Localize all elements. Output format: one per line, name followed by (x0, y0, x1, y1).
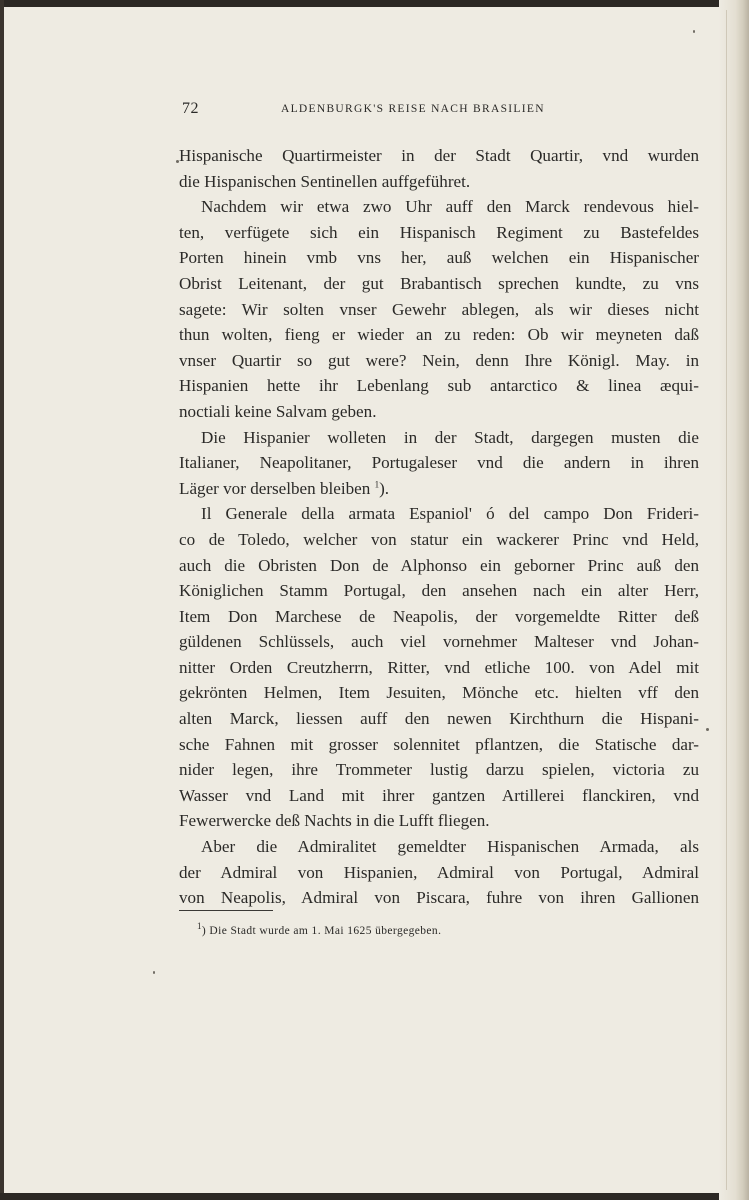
page-edge-line (726, 10, 727, 1190)
text-line: Porten hinein vmb vns her, auß welchen ein Hispanischer (179, 248, 699, 268)
text-line: sagete: Wir solten vnser Gewehr ablegen, als wir dieses nicht (179, 299, 699, 319)
footnote (197, 921, 442, 937)
text-line-with-footnote (179, 476, 699, 502)
footnote-text: Die Stadt wurde am 1. Mai 1625 übergegeben. (209, 925, 442, 937)
text-line: Hispanische Quartirmeister in der Stadt Quartir, vnd wurden (179, 146, 699, 165)
scan-border-bottom (0, 1193, 749, 1200)
text-line-content: Läger vor derselben bleiben (179, 478, 371, 498)
text-line: Italianer, Neapolitaner, Portugaleser vnd die andern in ihren (179, 453, 699, 473)
text-line: Fewerwercke deß Nachts in die Lufft fliegen. (179, 811, 490, 831)
text-line: Il Generale della armata Espaniol' ó del campo Don Frideri- (201, 504, 699, 524)
text-line: Obrist Leitenant, der gut Brabantisch sprechen kundte, zu vns (179, 273, 699, 293)
footnote-marker-suffix: ) (201, 925, 207, 937)
footnote-reference: 1 (374, 479, 380, 490)
text-line: Hispanien hette ihr Lebenlang sub antarctico & linea æqui- (179, 376, 699, 396)
footnote-reference-suffix: ). (379, 478, 390, 498)
page-number: 72 (182, 100, 199, 117)
scan-border-top (0, 0, 749, 7)
paper-speck (176, 160, 179, 163)
footnote-marker: 1 (197, 921, 202, 932)
text-line: ten, verfügete sich ein Hispanisch Regiment zu Bastefeldes (179, 222, 699, 242)
text-line: gekrönten Helmen, Item Jesuiten, Mönche etc. hielten vff den (179, 683, 699, 703)
text-line: der Admiral von Hispanien, Admiral von Portugal, Admiral (179, 862, 699, 882)
running-head: ALDENBURGK'S REISE NACH BRASILIEN (281, 103, 545, 115)
text-line: nider legen, ihre Trommeter lustig darzu spielen, victoria zu (179, 760, 699, 780)
scan-border-left (0, 0, 4, 1200)
paper-speck (693, 30, 695, 33)
text-line: co de Toledo, welcher von statur ein wackerer Princ vnd Held, (179, 529, 699, 549)
text-line: auch die Obristen Don de Alphonso ein geborner Princ auß den (179, 555, 699, 575)
text-line: thun wolten, fieng er wieder an zu reden: Ob wir meyneten daß (179, 325, 699, 345)
paper-speck (153, 971, 155, 974)
paper-speck (706, 728, 709, 731)
text-line: Die Hispanier wolleten in der Stadt, dargegen musten die (201, 427, 699, 447)
text-line: Wasser vnd Land mit ihrer gantzen Artillerei flanckiren, vnd (179, 785, 699, 805)
text-line: alten Marck, liessen auff den newen Kirchthurn die Hispani- (179, 709, 699, 729)
text-line: Nachdem wir etwa zwo Uhr auff den Marck rendevous hiel- (201, 197, 699, 217)
text-line: güldenen Schlüssels, auch viel vornehmer Malteser vnd Johan- (179, 632, 699, 652)
footnote-rule (179, 910, 273, 911)
body-text (179, 143, 699, 911)
text-line: vnser Quartir so gut were? Nein, denn Ihre Königl. May. in (179, 350, 699, 370)
text-line: Königlichen Stamm Portugal, den ansehen nach ein alter Herr, (179, 581, 699, 601)
page-edge-shadow (719, 0, 749, 1200)
text-line: Aber die Admiralitet gemeldter Hispanischen Armada, als (201, 837, 699, 857)
text-line: von Neapolis, Admiral von Piscara, fuhre von ihren Gallionen (179, 888, 699, 908)
text-line: die Hispanischen Sentinellen auffgeführet. (179, 171, 471, 191)
text-line: nitter Orden Creutzherrn, Ritter, vnd etliche 100. von Adel mit (179, 657, 699, 677)
text-line: noctiali keine Salvam geben. (179, 401, 377, 421)
text-line: Item Don Marchese de Neapolis, der vorgemeldte Ritter deß (179, 606, 699, 626)
text-line: sche Fahnen mit grosser solennitet pflantzen, die Statische dar- (179, 734, 699, 754)
